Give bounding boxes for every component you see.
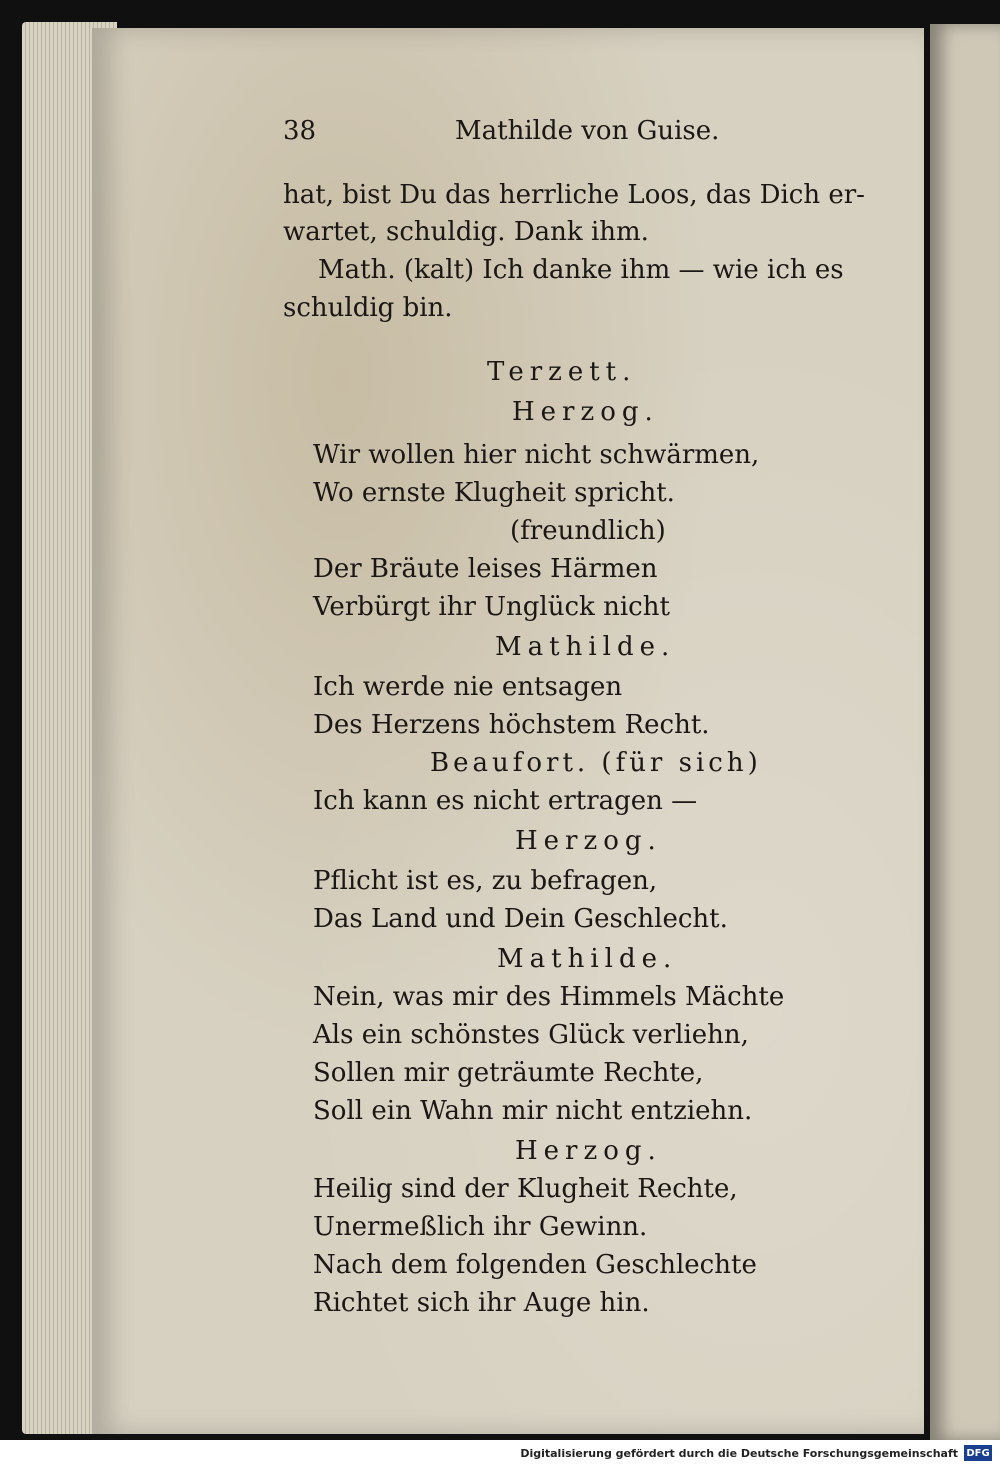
- verse-line: Pflicht ist es, zu befragen,: [313, 866, 658, 896]
- verse-line: Des Herzens höchstem Recht.: [313, 710, 710, 740]
- verse-line: Soll ein Wahn mir nicht entziehn.: [313, 1096, 753, 1126]
- section-title: Terzett.: [487, 357, 637, 387]
- funding-notice: Digitalisierung gefördert durch die Deutsche Forschungsgemeinschaft: [520, 1447, 958, 1460]
- verse-line: Nein, was mir des Himmels Mächte: [313, 982, 785, 1012]
- verse-line: Wo ernste Klugheit spricht.: [313, 478, 675, 508]
- page-number: 38: [283, 116, 317, 146]
- facing-page-edge: [930, 24, 1000, 1440]
- verse-line: Das Land und Dein Geschlecht.: [313, 904, 728, 934]
- footer-bar: [0, 1440, 1000, 1468]
- speaker-label: Beaufort. (für sich): [430, 748, 762, 778]
- running-title: Mathilde von Guise.: [455, 116, 720, 146]
- verse-line: Ich kann es nicht ertragen —: [313, 786, 698, 816]
- stage-direction: (freundlich): [510, 516, 666, 546]
- verse-line: Sollen mir geträumte Rechte,: [313, 1058, 704, 1088]
- speaker-label: Mathilde.: [497, 944, 678, 974]
- speaker-label: Herzog.: [515, 826, 662, 856]
- prose-line: schuldig bin.: [283, 293, 453, 323]
- verse-line: Richtet sich ihr Auge hin.: [313, 1288, 650, 1318]
- prose-line: hat, bist Du das herrliche Loos, das Dich er-: [283, 180, 865, 210]
- prose-line: Math. (kalt) Ich danke ihm — wie ich es: [318, 255, 844, 285]
- verse-line: Heilig sind der Klugheit Rechte,: [313, 1174, 738, 1204]
- verse-line: Nach dem folgenden Geschlechte: [313, 1250, 757, 1280]
- prose-line: wartet, schuldig. Dank ihm.: [283, 217, 649, 247]
- speaker-label: Herzog.: [515, 1136, 662, 1166]
- verse-line: Der Bräute leises Härmen: [313, 554, 658, 584]
- verse-line: Als ein schönstes Glück verliehn,: [313, 1020, 749, 1050]
- verse-line: Unermeßlich ihr Gewinn.: [313, 1212, 648, 1242]
- verse-line: Verbürgt ihr Unglück nicht: [313, 592, 670, 622]
- speaker-label: Mathilde.: [495, 632, 676, 662]
- speaker-label: Herzog.: [512, 397, 659, 427]
- dfg-logo[interactable]: DFG: [964, 1445, 992, 1461]
- verse-line: Wir wollen hier nicht schwärmen,: [313, 440, 760, 470]
- verse-line: Ich werde nie entsagen: [313, 672, 623, 702]
